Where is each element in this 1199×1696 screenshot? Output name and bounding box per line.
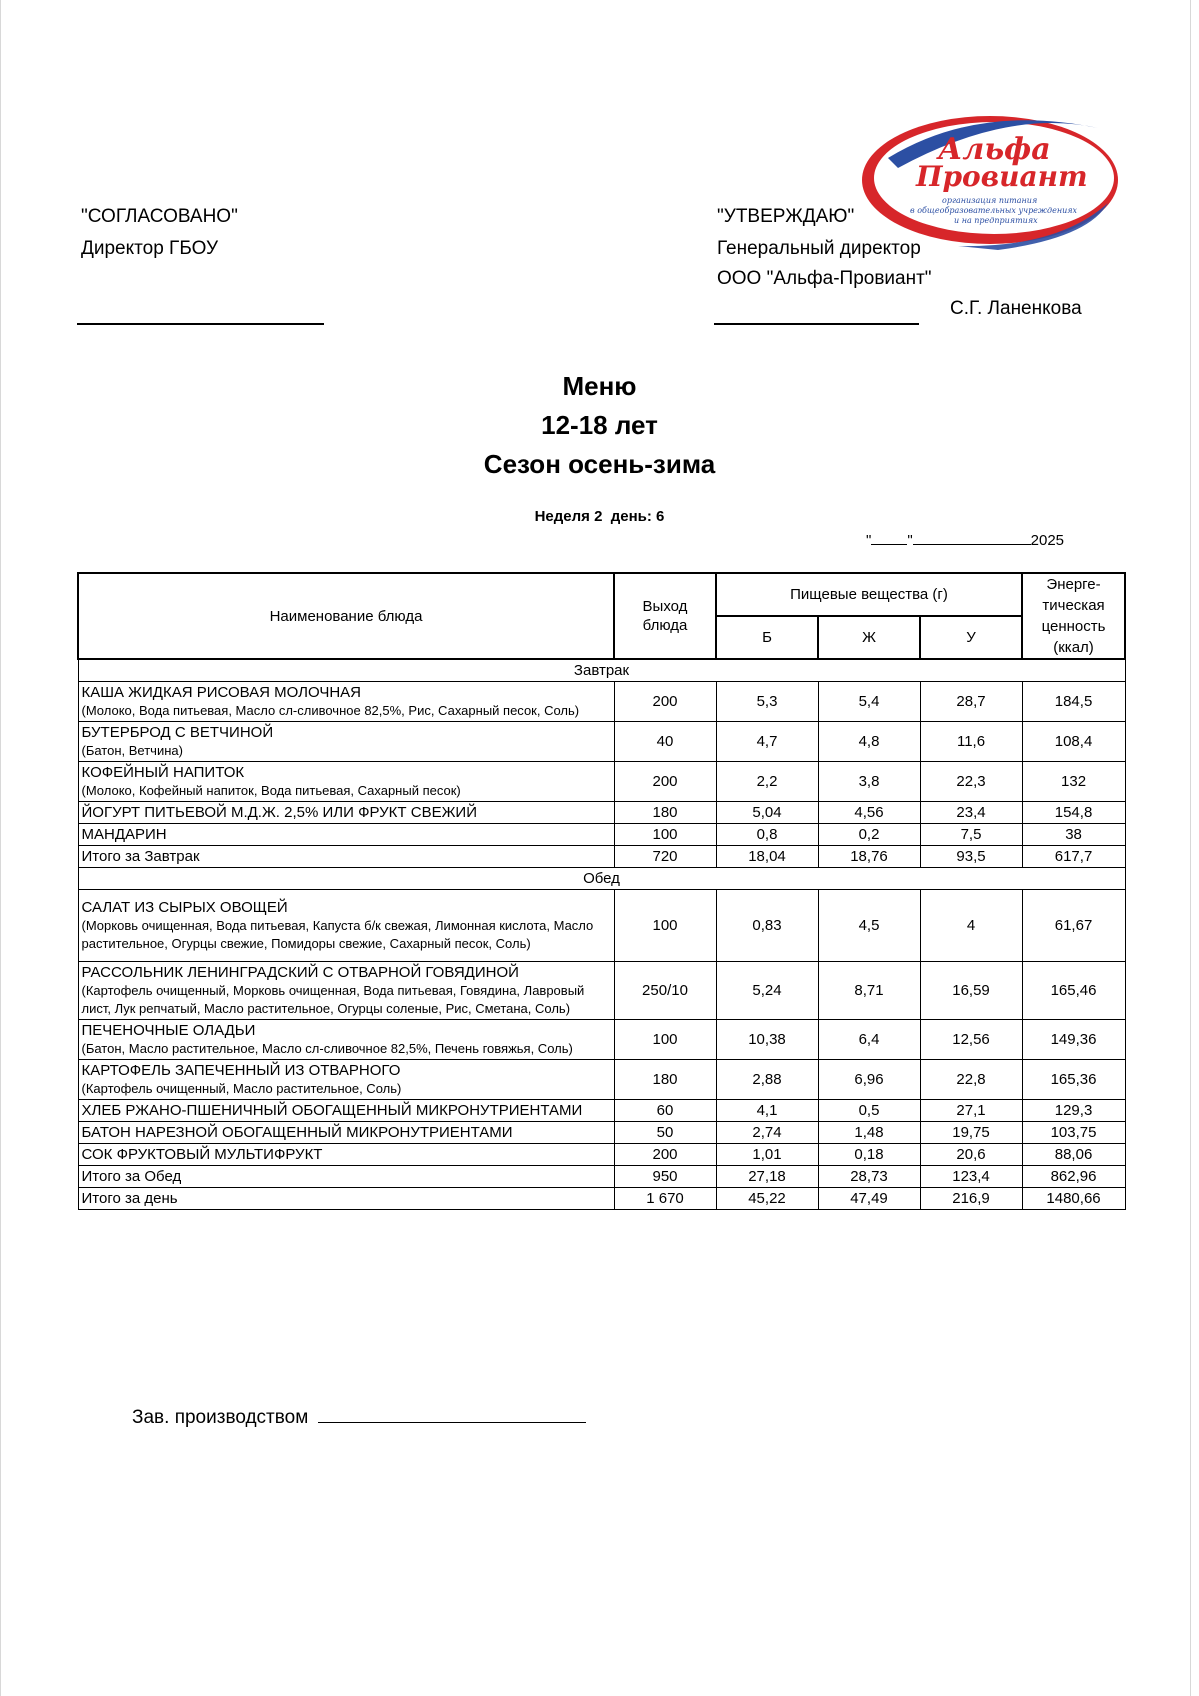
date-month-blank (913, 530, 1031, 545)
total-label: Итого за день (78, 1188, 614, 1210)
header-fat: Ж (818, 616, 920, 659)
date-field (866, 530, 1064, 549)
dish-name: БАТОН НАРЕЗНОЙ ОБОГАЩЕННЫЙ МИКРОНУТРИЕНТАМИ (81, 1124, 513, 1141)
dish-ingredients: (Молоко, Кофейный напиток, Вода питьевая, Сахарный песок) (81, 783, 461, 798)
output-cell: 200 (614, 762, 716, 802)
energy-cell: 38 (1022, 824, 1125, 846)
output-cell: 50 (614, 1122, 716, 1144)
dish-name: БУТЕРБРОД С ВЕТЧИНОЙ (81, 724, 274, 741)
dish-row (78, 1122, 1125, 1144)
fat-cell: 5,4 (818, 682, 920, 722)
carbs-cell: 4 (920, 890, 1022, 962)
approval-right-title: "УТВЕРЖДАЮ" (717, 206, 855, 227)
logo-title-2: Провиант (916, 160, 1088, 193)
section-header-row (78, 659, 1125, 682)
dish-name: ПЕЧЕНОЧНЫЕ ОЛАДЬИ (81, 1022, 256, 1039)
output-cell: 100 (614, 890, 716, 962)
protein-cell: 10,38 (716, 1020, 818, 1060)
energy-cell: 88,06 (1022, 1144, 1125, 1166)
dish-name: ЙОГУРТ ПИТЬЕВОЙ М.Д.Ж. 2,5% ИЛИ ФРУКТ СВЕЖИЙ (81, 804, 477, 821)
dish-cell (78, 1060, 614, 1100)
total-label: Итого за Обед (78, 1166, 614, 1188)
age-group: 12-18 лет (541, 410, 658, 440)
energy-cell: 129,3 (1022, 1100, 1125, 1122)
protein-cell: 4,1 (716, 1100, 818, 1122)
total-carbs-cell: 123,4 (920, 1166, 1022, 1188)
fat-cell: 3,8 (818, 762, 920, 802)
protein-cell: 2,88 (716, 1060, 818, 1100)
total-row (78, 1166, 1125, 1188)
date-quote-open: " (866, 532, 872, 549)
fat-cell: 0,5 (818, 1100, 920, 1122)
dish-cell (78, 1020, 614, 1060)
section-title: Завтрак (78, 659, 1125, 682)
footer-label: Зав. производством (132, 1407, 309, 1428)
dish-cell (78, 722, 614, 762)
energy-cell: 149,36 (1022, 1020, 1125, 1060)
total-energy-cell: 1480,66 (1022, 1188, 1125, 1210)
header-dish-name: Наименование блюда (78, 573, 614, 659)
dish-row (78, 722, 1125, 762)
approval-right-role: Генеральный директор (717, 238, 921, 259)
energy-cell: 132 (1022, 762, 1125, 802)
dish-ingredients: (Батон, Ветчина) (81, 743, 183, 758)
protein-cell: 0,83 (716, 890, 818, 962)
approval-right-org: ООО "Альфа-Провиант" (717, 268, 932, 289)
company-logo (858, 108, 1123, 253)
fat-cell: 0,2 (818, 824, 920, 846)
output-cell: 60 (614, 1100, 716, 1122)
header-protein: Б (716, 616, 818, 659)
dish-row (78, 824, 1125, 846)
output-cell: 100 (614, 1020, 716, 1060)
header-carbs: У (920, 616, 1022, 659)
logo-title-1: Альфа (938, 132, 1051, 167)
carbs-cell: 7,5 (920, 824, 1022, 846)
logo-tagline-1: организация питания (942, 196, 1038, 205)
carbs-cell: 22,3 (920, 762, 1022, 802)
dish-name: САЛАТ ИЗ СЫРЫХ ОВОЩЕЙ (81, 899, 288, 916)
dish-cell (78, 802, 614, 824)
fat-cell: 6,96 (818, 1060, 920, 1100)
dish-cell (78, 890, 614, 962)
carbs-cell: 16,59 (920, 962, 1022, 1020)
dish-cell (78, 962, 614, 1020)
dish-ingredients: (Картофель очищенный, Морковь очищенная, Вода питьевая, Говядина, Лавровый лист, Лук репчатый, Масло растительное, Огурцы соленые, Рис, Сметана, Соль) (81, 983, 585, 1016)
logo-tagline-2: в общеобразовательных учреждениях (910, 206, 1078, 215)
dish-cell (78, 824, 614, 846)
total-protein-cell: 18,04 (716, 846, 818, 868)
date-quote-close: " (907, 532, 913, 549)
output-cell: 180 (614, 1060, 716, 1100)
dish-ingredients: (Морковь очищенная, Вода питьевая, Капуста б/к свежая, Лимонная кислота, Масло растительное, Огурцы свежие, Помидоры свежие, Сахарный песок, Соль) (81, 918, 594, 951)
energy-cell: 154,8 (1022, 802, 1125, 824)
logo-tagline-3: и на предприятиях (954, 216, 1038, 225)
dish-row (78, 962, 1125, 1020)
energy-cell: 165,46 (1022, 962, 1125, 1020)
dish-ingredients: (Молоко, Вода питьевая, Масло сл-сливочное 82,5%, Рис, Сахарный песок, Соль) (81, 703, 580, 718)
total-protein-cell: 27,18 (716, 1166, 818, 1188)
protein-cell: 2,74 (716, 1122, 818, 1144)
dish-ingredients: (Батон, Масло растительное, Масло сл-сливочное 82,5%, Печень говяжья, Соль) (81, 1041, 573, 1056)
week-day: Неделя 2 день: 6 (534, 508, 665, 525)
dish-name: РАССОЛЬНИК ЛЕНИНГРАДСКИЙ С ОТВАРНОЙ ГОВЯДИНОЙ (81, 964, 519, 981)
dish-name: КАРТОФЕЛЬ ЗАПЕЧЕННЫЙ ИЗ ОТВАРНОГО (81, 1062, 401, 1079)
approval-left-role: Директор ГБОУ (81, 238, 219, 259)
total-energy-cell: 617,7 (1022, 846, 1125, 868)
energy-cell: 184,5 (1022, 682, 1125, 722)
protein-cell: 1,01 (716, 1144, 818, 1166)
total-output-cell: 950 (614, 1166, 716, 1188)
dish-row (78, 890, 1125, 962)
fat-cell: 6,4 (818, 1020, 920, 1060)
header-nutrients: Пищевые вещества (г) (716, 573, 1022, 616)
dish-row (78, 802, 1125, 824)
dish-name: КОФЕЙНЫЙ НАПИТОК (81, 764, 245, 781)
approval-left-title: "СОГЛАСОВАНО" (81, 206, 238, 227)
dish-row (78, 1060, 1125, 1100)
menu-table-body (78, 659, 1125, 1210)
protein-cell: 5,04 (716, 802, 818, 824)
carbs-cell: 12,56 (920, 1020, 1022, 1060)
dish-cell (78, 682, 614, 722)
fat-cell: 4,8 (818, 722, 920, 762)
date-day-blank (871, 530, 907, 545)
dish-ingredients: (Картофель очищенный, Масло растительное, Соль) (81, 1081, 402, 1096)
header-output: Выход блюда (614, 573, 716, 659)
energy-cell: 108,4 (1022, 722, 1125, 762)
total-output-cell: 1 670 (614, 1188, 716, 1210)
carbs-cell: 11,6 (920, 722, 1022, 762)
dish-cell (78, 1144, 614, 1166)
footer-signature-line (318, 1402, 586, 1423)
page-edge (0, 0, 1, 1696)
protein-cell: 5,24 (716, 962, 818, 1020)
protein-cell: 0,8 (716, 824, 818, 846)
section-title: Обед (78, 868, 1125, 890)
dish-cell (78, 1100, 614, 1122)
total-fat-cell: 47,49 (818, 1188, 920, 1210)
carbs-cell: 28,7 (920, 682, 1022, 722)
director-name: С.Г. Ланенкова (950, 298, 1082, 319)
header-energy: Энерге- тическая ценность (ккал) (1022, 573, 1125, 659)
carbs-cell: 22,8 (920, 1060, 1022, 1100)
total-protein-cell: 45,22 (716, 1188, 818, 1210)
dish-row (78, 1100, 1125, 1122)
menu-table (77, 572, 1126, 1210)
fat-cell: 8,71 (818, 962, 920, 1020)
page-edge (1190, 0, 1191, 1696)
dish-row (78, 682, 1125, 722)
protein-cell: 2,2 (716, 762, 818, 802)
total-fat-cell: 28,73 (818, 1166, 920, 1188)
dish-row (78, 1144, 1125, 1166)
dish-cell (78, 762, 614, 802)
output-cell: 200 (614, 1144, 716, 1166)
date-year: 2025 (1030, 532, 1065, 549)
fat-cell: 1,48 (818, 1122, 920, 1144)
menu-title: Меню (562, 371, 637, 401)
protein-cell: 5,3 (716, 682, 818, 722)
section-header-row (78, 868, 1125, 890)
dish-name: СОК ФРУКТОВЫЙ МУЛЬТИФРУКТ (81, 1146, 323, 1163)
dish-row (78, 762, 1125, 802)
total-row (78, 1188, 1125, 1210)
footer-signature (132, 1402, 586, 1429)
carbs-cell: 20,6 (920, 1144, 1022, 1166)
carbs-cell: 27,1 (920, 1100, 1022, 1122)
total-carbs-cell: 216,9 (920, 1188, 1022, 1210)
fat-cell: 4,56 (818, 802, 920, 824)
energy-cell: 165,36 (1022, 1060, 1125, 1100)
fat-cell: 4,5 (818, 890, 920, 962)
total-row (78, 846, 1125, 868)
carbs-cell: 23,4 (920, 802, 1022, 824)
signature-line-right (714, 323, 919, 325)
dish-name: МАНДАРИН (81, 826, 167, 843)
total-carbs-cell: 93,5 (920, 846, 1022, 868)
total-energy-cell: 862,96 (1022, 1166, 1125, 1188)
signature-line-left (77, 323, 324, 325)
output-cell: 40 (614, 722, 716, 762)
fat-cell: 0,18 (818, 1144, 920, 1166)
energy-cell: 103,75 (1022, 1122, 1125, 1144)
output-cell: 250/10 (614, 962, 716, 1020)
dish-name: КАША ЖИДКАЯ РИСОВАЯ МОЛОЧНАЯ (81, 684, 362, 701)
dish-name: ХЛЕБ РЖАНО-ПШЕНИЧНЫЙ ОБОГАЩЕННЫЙ МИКРОНУТРИЕНТАМИ (81, 1102, 583, 1119)
protein-cell: 4,7 (716, 722, 818, 762)
season: Сезон осень-зима (483, 449, 716, 479)
output-cell: 180 (614, 802, 716, 824)
total-fat-cell: 18,76 (818, 846, 920, 868)
dish-cell (78, 1122, 614, 1144)
energy-cell: 61,67 (1022, 890, 1125, 962)
output-cell: 200 (614, 682, 716, 722)
total-output-cell: 720 (614, 846, 716, 868)
carbs-cell: 19,75 (920, 1122, 1022, 1144)
dish-row (78, 1020, 1125, 1060)
output-cell: 100 (614, 824, 716, 846)
total-label: Итого за Завтрак (78, 846, 614, 868)
